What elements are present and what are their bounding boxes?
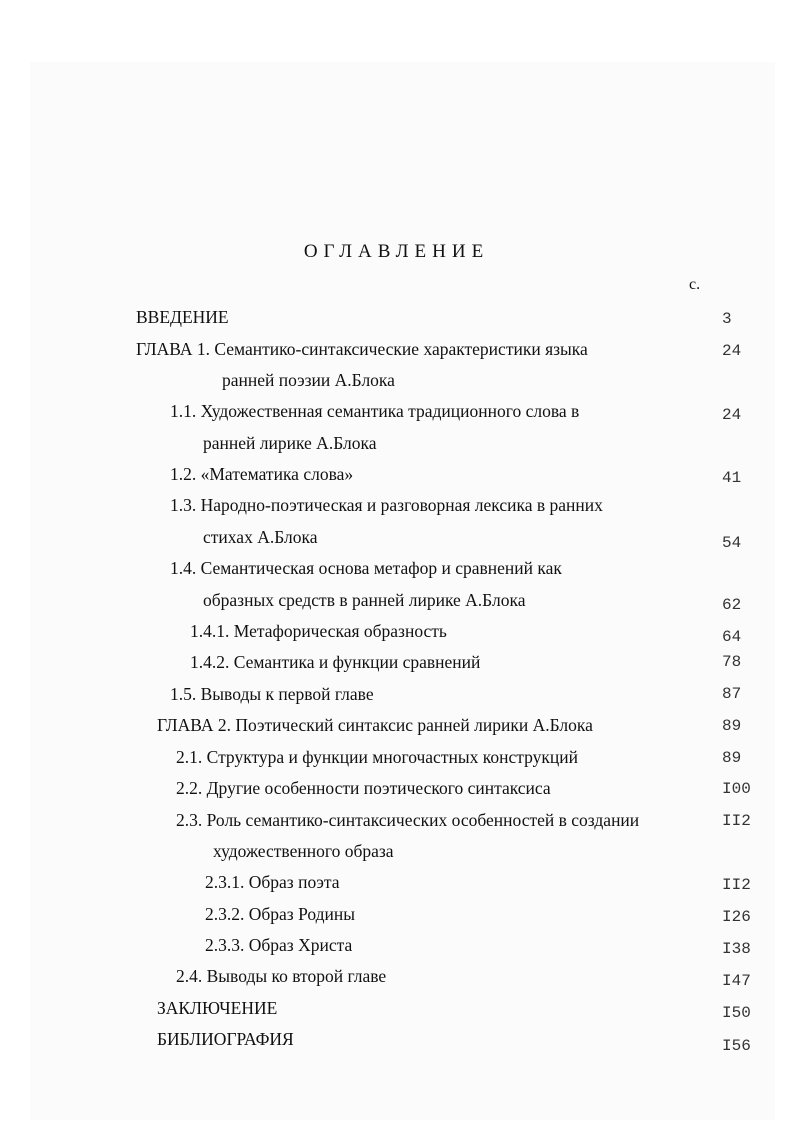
page-number: 24 [722, 342, 742, 360]
toc-entry: 2.2. Другие особенности поэтического синтаксиса [176, 778, 551, 798]
toc-heading: ОГЛАВЛЕНИЕ [303, 241, 490, 262]
page-number: 64 [722, 628, 742, 646]
toc-entry: 2.3.3. Образ Христа [205, 935, 353, 955]
toc-entry: 2.3. Роль семантико-синтаксических особенностей в создании [176, 810, 640, 830]
toc-entry-continuation: образных средств в ранней лирике А.Блока [203, 590, 526, 610]
toc-entry: БИБЛИОГРАФИЯ [157, 1029, 294, 1049]
toc-entry: 1.4.1. Метафорическая образность [190, 621, 447, 641]
page-number: I00 [722, 780, 751, 798]
toc-entry: 1.4.2. Семантика и функции сравнений [190, 652, 481, 672]
page-number: 78 [722, 653, 742, 671]
toc-entry: 1.4. Семантическая основа метафор и сравнений как [170, 558, 562, 578]
page-number: I50 [722, 1004, 751, 1022]
page-number: I38 [722, 940, 751, 958]
page-number: I47 [722, 972, 751, 990]
toc-entry-continuation: художественного образа [213, 841, 394, 861]
page-number: I26 [722, 908, 751, 926]
toc-entry: 2.4. Выводы ко второй главе [176, 966, 387, 986]
toc-entry: 1.2. «Математика слова» [170, 464, 354, 484]
page-number: 62 [722, 596, 742, 614]
toc-entry: 1.5. Выводы к первой главе [170, 684, 374, 704]
toc-entry: ГЛАВА 1. Семантико-синтаксические характеристики языка [136, 339, 588, 359]
page-number: II2 [722, 812, 751, 830]
toc-entry: ВВЕДЕНИЕ [136, 307, 229, 327]
toc-entry-continuation: ранней поэзии А.Блока [222, 370, 395, 390]
toc-entry: 1.1. Художественная семантика традиционного слова в [170, 401, 580, 421]
page-number: 41 [722, 469, 742, 487]
page-number: 89 [722, 749, 742, 767]
page-number: 24 [722, 406, 742, 424]
page-number: 89 [722, 717, 742, 735]
page-number: I56 [722, 1037, 751, 1055]
toc-entry-continuation: стихах А.Блока [203, 527, 318, 547]
page-number: II2 [722, 876, 751, 894]
toc-entry-continuation: ранней лирике А.Блока [203, 433, 377, 453]
toc-entry: 2.3.2. Образ Родины [205, 904, 356, 924]
toc-entry: ГЛАВА 2. Поэтический синтаксис ранней лирики А.Блока [157, 715, 593, 735]
toc-entry: 2.1. Структура и функции многочастных конструкций [176, 747, 578, 767]
toc-entry: 1.3. Народно-поэтическая и разговорная лексика в ранних [170, 495, 603, 515]
page-column-marker: с. [689, 276, 701, 293]
toc-entry: ЗАКЛЮЧЕНИЕ [157, 998, 278, 1018]
page-number: 3 [722, 310, 732, 328]
page-number: 87 [722, 685, 742, 703]
toc-entry: 2.3.1. Образ поэта [205, 872, 340, 892]
page-number: 54 [722, 534, 742, 552]
